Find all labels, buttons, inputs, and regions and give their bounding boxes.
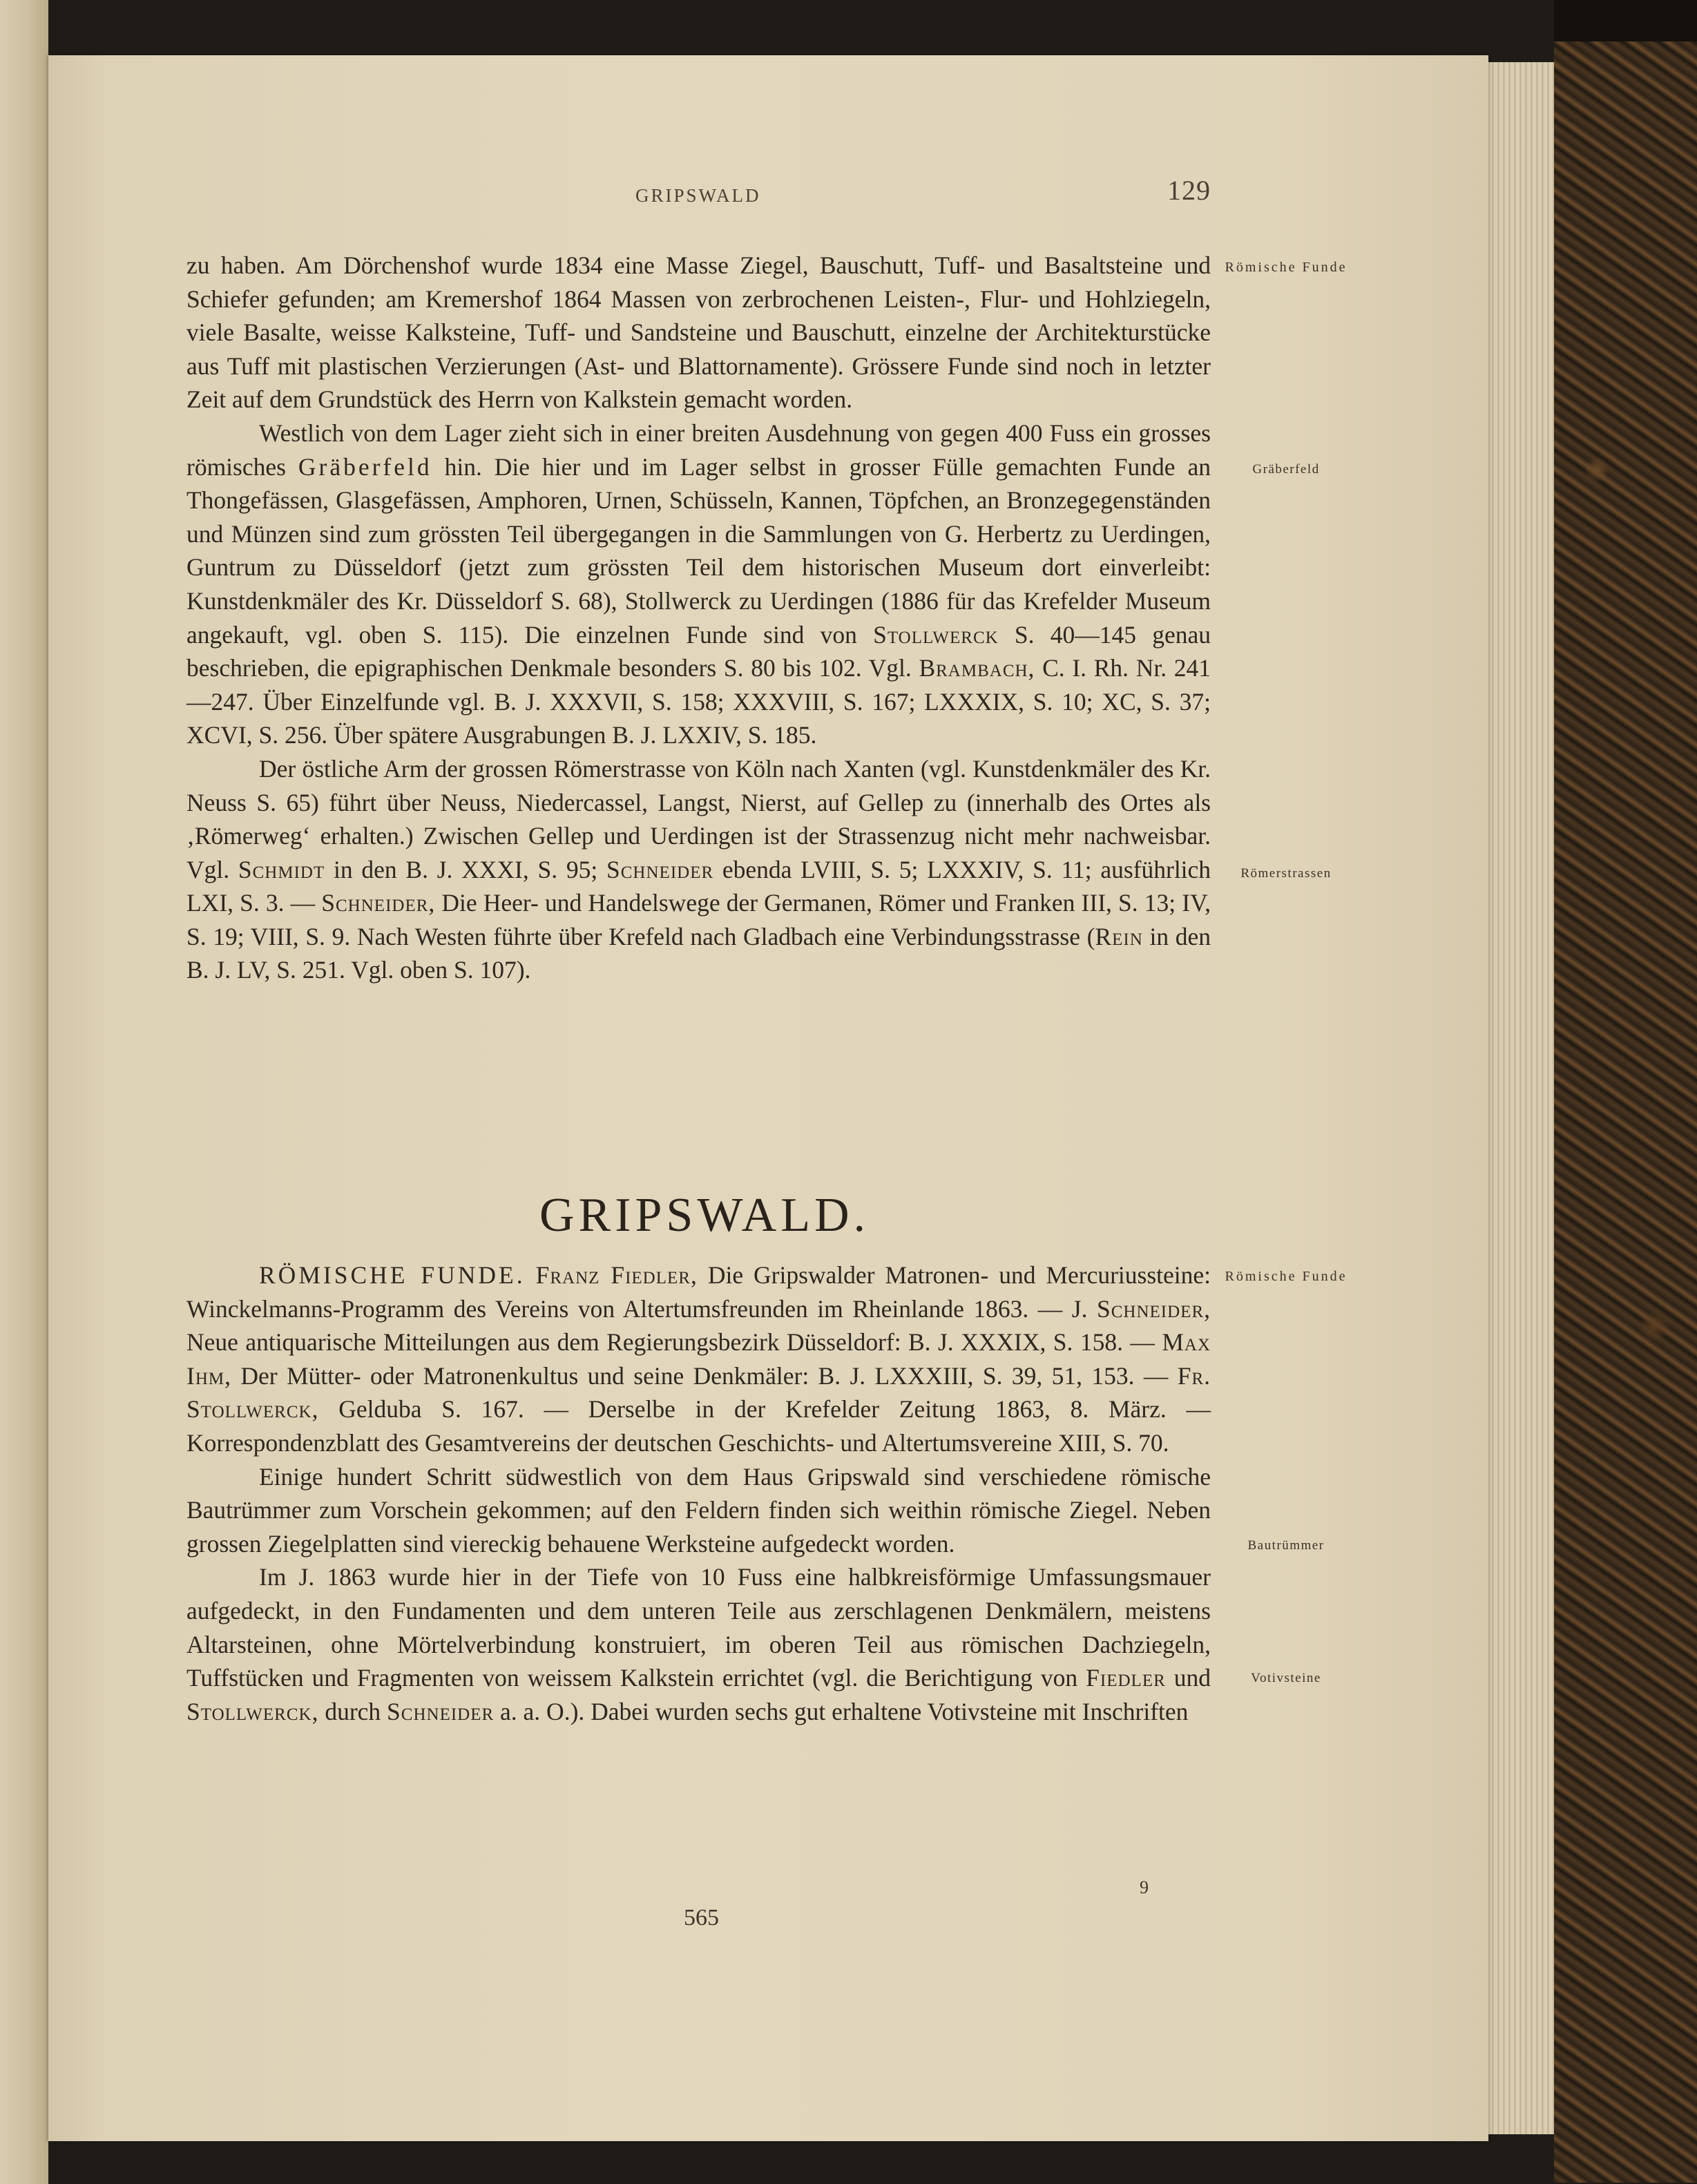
running-head-page-number: 129 (1167, 175, 1211, 206)
author-name: Max Ihm, (186, 1328, 1211, 1390)
spaced-term: Gräberfeld (298, 452, 432, 481)
text-span: C. I. Rh. Nr. 241—247. Über Einzelfunde vgl. B. J. XXXVII, S. 158; XXXVIII, S. 167; LXXXIX, S. 10; XC, S. 37; XCVI, S. 256. Über spätere Ausgrabungen B. J. LXXIV, S. 185. (186, 654, 1211, 749)
margin-note-graeberfeld: Gräberfeld (1252, 462, 1320, 477)
text-span: durch (325, 1697, 381, 1725)
text-block-gripswald (186, 1258, 1211, 1728)
author-name: Fr. Stollwerck, (186, 1361, 1211, 1424)
text-span: a. a. O.). Dabei wurden sechs gut erhaltene Votivsteine mit Inschriften (500, 1697, 1189, 1725)
page-stack-edges (1488, 62, 1554, 2134)
author-name: Stollwerck, (186, 1697, 319, 1725)
left-page-edge (0, 0, 48, 2184)
book-cover-marbled (1554, 41, 1697, 2183)
text-span: Im J. 1863 wurde hier in der Tiefe von 10 Fuss eine halbkreisförmige Umfassungsmauer aufgedeckt, in den Fundamenten und dem unteren Teile aus zerschlagenen Denkmälern, meistens Altarsteinen, ohne Mörtelverbindung konstruiert, im oberen Teil aus römischen Dachziegeln, Tuffstücken und Fragmenten von weissem Kalkstein errichtet (vgl. die Berichtigung von (186, 1563, 1211, 1692)
margin-note-votivsteine: Votivsteine (1251, 1671, 1321, 1685)
book-cover-top (1554, 0, 1697, 41)
author-name: Franz Fiedler, (535, 1261, 698, 1289)
author-name: Rein (1095, 922, 1143, 950)
paragraph-bautruemmer: Einige hundert Schritt südwestlich von dem Haus Gripswald sind verschiedene römische Bautrümmer zum Vorschein gekommen; auf den Feldern finden sich weithin römische Ziegel. Neben grossen Ziegelplatten sind viereckig behauene Werksteine aufgedeckt worden. (186, 1462, 1211, 1558)
paragraph-finds: zu haben. Am Dörchenshof wurde 1834 eine Masse Ziegel, Bauschutt, Tuff- und Basaltsteine und Schiefer gefunden; am Kremershof 1864 Massen von zerbrochenen Leisten-, Flur- und Hohlziegeln, viele Basalte, weisse Kalksteine, Tuff- und Sandsteine und Bauschutt, einzelne der Architekturstücke aus Tuff mit plastischen Verzierungen (Ast- und Blattornamente). Grössere Funde sind noch in letzter Zeit auf dem Grundstück des Herrn von Kalkstein gemacht worden. (186, 251, 1211, 414)
author-name: Stollwerck (873, 620, 999, 649)
text-span: und (1173, 1664, 1211, 1692)
paragraph-roemerstrasse (186, 752, 1211, 987)
text-span: S. 40—145 genau beschrieben, die epigraphischen Denkmale besonders S. 80 bis 102. Vgl. (186, 620, 1211, 682)
text-span: in den B. J. XXXI, S. 95; (334, 855, 598, 883)
author-name: Brambach, (919, 654, 1035, 682)
text-span: Gelduba S. 167. — Derselbe in der Krefelder Zeitung 1863, 8. März. — Korrespondenzblatt des Gesamtvereins der deutschen Geschichts- und Altertumsvereine XIII, S. 70. (186, 1395, 1211, 1457)
text-block-roman-finds (186, 249, 1211, 987)
paragraph-graeberfeld (186, 416, 1211, 752)
running-head-title: GRIPSWALD (635, 185, 761, 206)
text-span: Neue antiquarische Mitteilungen aus dem Regierungsbezirk Düsseldorf: B. J. XXXIX, S. 158. — (186, 1328, 1155, 1357)
margin-note-roemerstrassen: Römerstrassen (1240, 866, 1332, 881)
text-span: Westlich von dem Lager zieht sich in einer breiten Ausdehnung von gegen 400 Fuss ein grosses römisches (186, 419, 1211, 481)
text-span: ebenda LVIII, S. 5; LXXXIV, S. 11; ausführlich LXI, S. 3. — (186, 855, 1211, 917)
text-span: Die Gripswalder Matronen- und Mercuriussteine: Winckelmanns-Programm des Vereins von Altertumsfreunden im Rheinlande 1863. — J. (186, 1261, 1211, 1323)
margin-note-roemische-funde-2: Römische Funde (1225, 1269, 1348, 1284)
author-name: Schneider (387, 1697, 495, 1725)
author-name: Schneider, (1097, 1294, 1211, 1323)
text-span: Die Heer- und Handelswege der Germanen, Römer und Franken III, S. 13; IV, S. 19; VIII, S. 9. Nach Westen führte über Krefeld nach Gladbach eine Verbindungsstrasse ( (186, 889, 1211, 950)
text-span: hin. Die hier und im Lager selbst in grosser Fülle gemachten Funde an Thongefässen, Glasgefässen, Amphoren, Urnen, Schüsseln, Kannen, Töpfchen, an Bronzegegenständen und Münzen sind zum grössten Teil übergegangen in die Sammlungen von G. Herbertz zu Uerdingen, Guntrum zu Düsseldorf (jetzt zum grössten Teil dem historischen Museum dort einverleibt: Kunstdenkmäler des Kr. Düsseldorf S. 68), Stollwerck zu Uerdingen (1886 für das Krefelder Museum angekauft, vgl. oben S. 115). Die einzelnen Funde sind von (186, 452, 1211, 649)
spaced-term: RÖMISCHE FUNDE. (259, 1261, 526, 1289)
paragraph-votivsteine (186, 1560, 1211, 1728)
paragraph-bibliography (186, 1258, 1211, 1460)
text-span: Der östliche Arm der grossen Römerstrasse von Köln nach Xanten (vgl. Kunstdenkmäler des Kr. Neuss S. 65) führt über Neuss, Niedercassel, Langst, Nierst, auf Gellep zu (innerhalb des Ortes als ‚Römerweg‘ erhalten.) Zwischen Gellep und Uerdingen ist der Strassenzug nicht mehr nachweisbar. Vgl. (186, 754, 1211, 883)
section-heading: GRIPSWALD. (539, 1189, 870, 1242)
author-name: Schneider, (321, 889, 436, 917)
signature-mark: 9 (1140, 1877, 1149, 1897)
text-span: Der Mütter- oder Matronenkultus und seine Denkmäler: B. J. LXXXIII, S. 39, 51, 153. — (240, 1361, 1169, 1390)
margin-note-roemische-funde: Römische Funde (1225, 260, 1348, 275)
page-number: 565 (684, 1905, 719, 1931)
author-name: Schmidt (238, 855, 325, 883)
author-name: Fiedler (1086, 1664, 1166, 1692)
text-span: in den B. J. LV, S. 251. Vgl. oben S. 107). (186, 922, 1211, 984)
author-name: Schneider (606, 855, 714, 883)
margin-note-bautruemmer: Bautrümmer (1247, 1538, 1325, 1553)
